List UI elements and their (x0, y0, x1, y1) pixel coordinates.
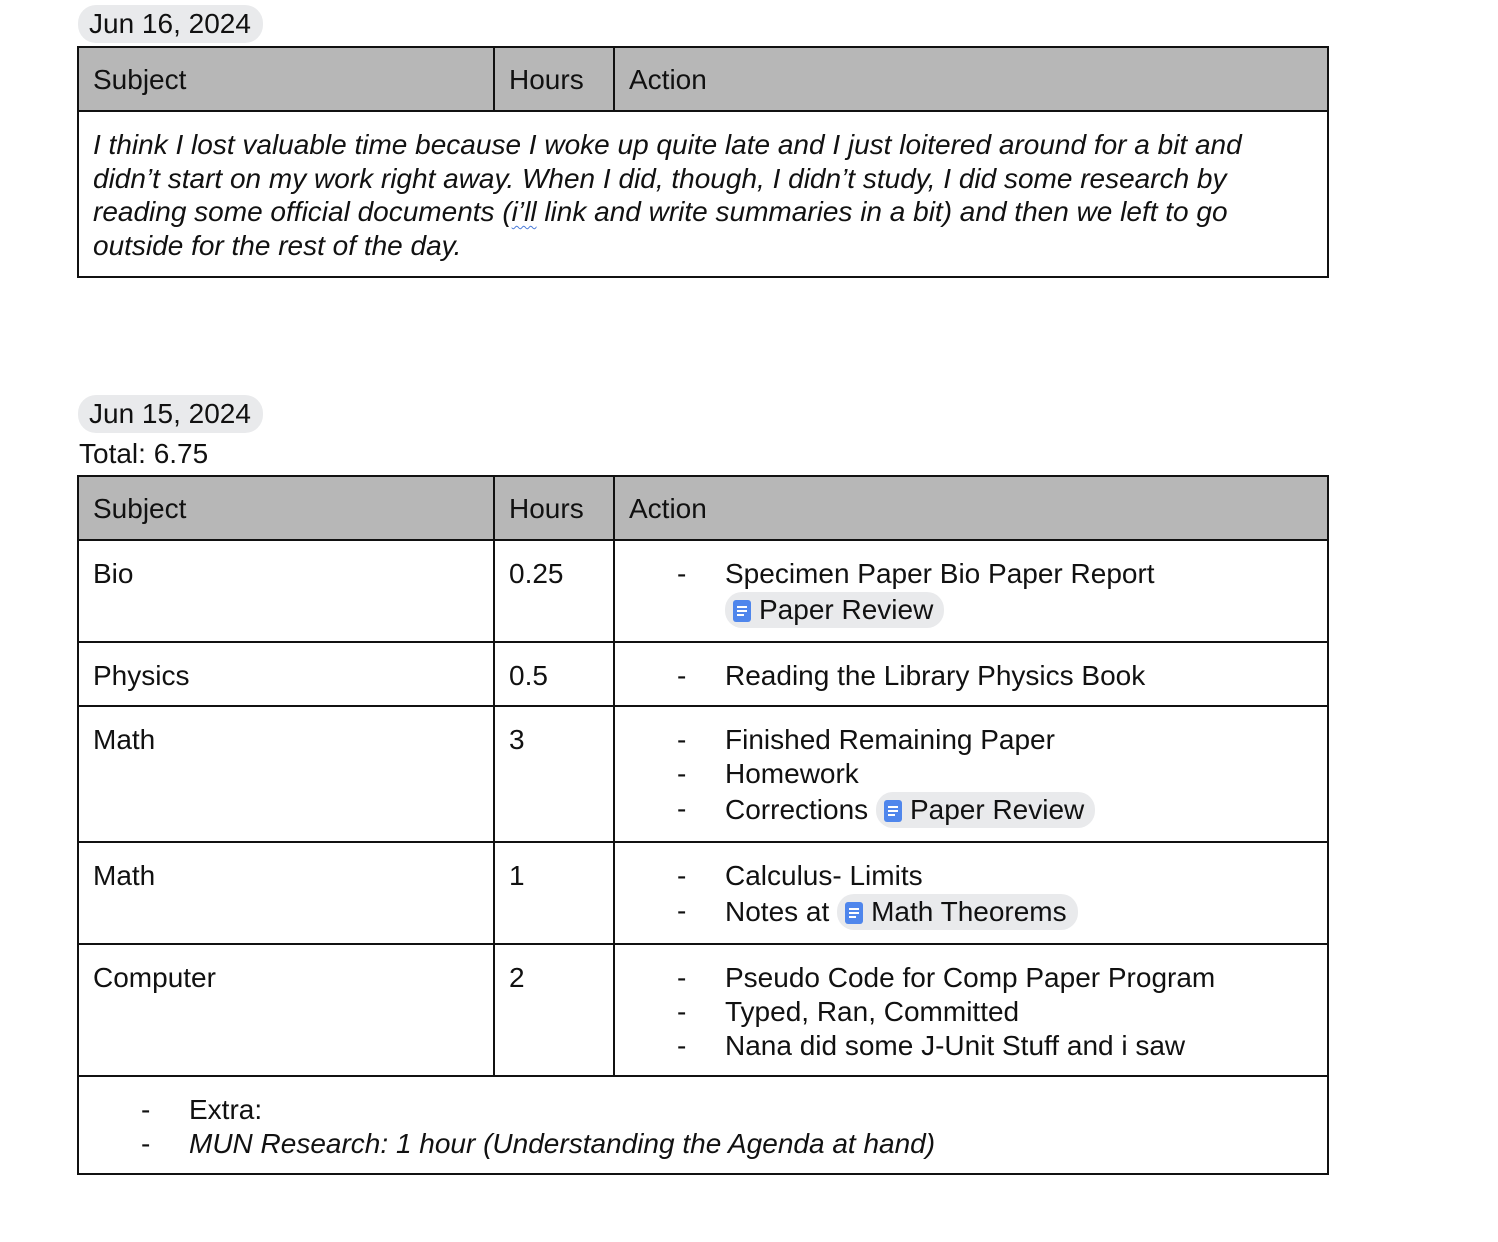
study-log-table-jun-15 (77, 475, 1329, 1175)
doc-link-chip[interactable] (837, 894, 1078, 930)
action-cell[interactable] (614, 540, 1328, 642)
action-item (629, 1029, 1313, 1063)
date-chip-jun-15[interactable]: Jun 15, 2024 (78, 395, 263, 433)
action-item (629, 995, 1313, 1029)
dash-bullet: - (677, 895, 687, 926)
action-item (629, 557, 1313, 628)
dash-bullet: - (141, 1128, 151, 1159)
table-row (78, 642, 1328, 706)
subject-cell[interactable]: Computer (78, 944, 494, 1076)
action-text: Finished Remaining Paper (725, 724, 1055, 755)
table-row (78, 944, 1328, 1076)
note-text-2: link and write summaries in a bit) and then we left to go outside for the rest of the day. (93, 196, 1228, 261)
action-cell[interactable] (614, 944, 1328, 1076)
subject-cell[interactable]: Physics (78, 642, 494, 706)
table-header-row (78, 476, 1328, 540)
doc-link-label: Paper Review (759, 594, 934, 625)
action-item (629, 961, 1313, 995)
total-hours: Total: 6.75 (79, 438, 209, 469)
dash-bullet: - (677, 660, 687, 691)
dash-bullet: - (677, 724, 687, 755)
action-item (629, 893, 1313, 930)
note-text-1: I think I lost valuable time because I woke up quite late and I just loitered around for a bit and didn’t start on my work right away. When I did, though, I didn’t study, I did some research by reading some official documents ( (93, 129, 1242, 227)
dash-bullet: - (677, 758, 687, 789)
action-text: Homework (725, 758, 859, 789)
action-text: Corrections (725, 794, 869, 825)
table-header-row (78, 47, 1328, 111)
action-item (629, 859, 1313, 893)
action-text: Typed, Ran, Committed (725, 996, 1020, 1027)
extra-item (93, 1127, 1313, 1161)
action-text: Pseudo Code for Comp Paper Program (725, 962, 1216, 993)
table-row (78, 842, 1328, 944)
action-cell[interactable] (614, 642, 1328, 706)
action-item (629, 723, 1313, 757)
google-doc-icon (845, 902, 863, 924)
study-log-table-jun-16 (77, 46, 1329, 278)
hours-cell[interactable]: 0.5 (494, 642, 614, 706)
google-doc-icon (733, 600, 751, 622)
header-hours: Hours (494, 476, 614, 540)
extra-label: Extra: (189, 1094, 263, 1125)
doc-link-chip[interactable] (725, 592, 944, 628)
doc-link-chip[interactable] (876, 792, 1095, 828)
dash-bullet: - (677, 860, 687, 891)
action-item (629, 659, 1313, 693)
hours-cell[interactable]: 3 (494, 706, 614, 842)
action-text: Notes at (725, 896, 830, 927)
action-cell[interactable] (614, 842, 1328, 944)
hours-cell[interactable]: 1 (494, 842, 614, 944)
dash-bullet: - (677, 1030, 687, 1061)
dash-bullet: - (677, 962, 687, 993)
header-hours: Hours (494, 47, 614, 111)
extra-item (93, 1093, 1313, 1127)
subject-cell[interactable]: Math (78, 706, 494, 842)
extra-text: MUN Research: 1 hour (Understanding the Agenda at hand) (189, 1128, 936, 1159)
header-action: Action (614, 476, 1328, 540)
spellcheck-word[interactable]: i’ll (511, 196, 537, 227)
hours-cell[interactable]: 0.25 (494, 540, 614, 642)
dash-bullet: - (677, 558, 687, 589)
table-row (78, 706, 1328, 842)
extra-cell[interactable] (78, 1076, 1328, 1174)
action-item (629, 757, 1313, 791)
subject-cell[interactable]: Bio (78, 540, 494, 642)
header-subject: Subject (78, 47, 494, 111)
action-text: Specimen Paper Bio Paper Report (725, 558, 1155, 589)
header-action: Action (614, 47, 1328, 111)
table-row (78, 540, 1328, 642)
dash-bullet: - (677, 996, 687, 1027)
note-row (78, 111, 1328, 277)
hours-cell[interactable]: 2 (494, 944, 614, 1076)
google-doc-icon (884, 800, 902, 822)
reflection-note[interactable] (78, 111, 1328, 277)
doc-link-label: Paper Review (909, 794, 1085, 825)
action-text: Nana did some J-Unit Stuff and i saw (725, 1030, 1186, 1061)
dash-bullet: - (677, 793, 687, 824)
action-item (629, 791, 1313, 828)
action-text: Calculus- Limits (725, 860, 923, 891)
extra-row (78, 1076, 1328, 1174)
action-text: Reading the Library Physics Book (725, 660, 1146, 691)
dash-bullet: - (141, 1094, 151, 1125)
action-cell[interactable] (614, 706, 1328, 842)
date-chip-jun-16[interactable]: Jun 16, 2024 (78, 5, 263, 43)
header-subject: Subject (78, 476, 494, 540)
subject-cell[interactable]: Math (78, 842, 494, 944)
doc-link-label: Math Theorems (871, 896, 1067, 927)
